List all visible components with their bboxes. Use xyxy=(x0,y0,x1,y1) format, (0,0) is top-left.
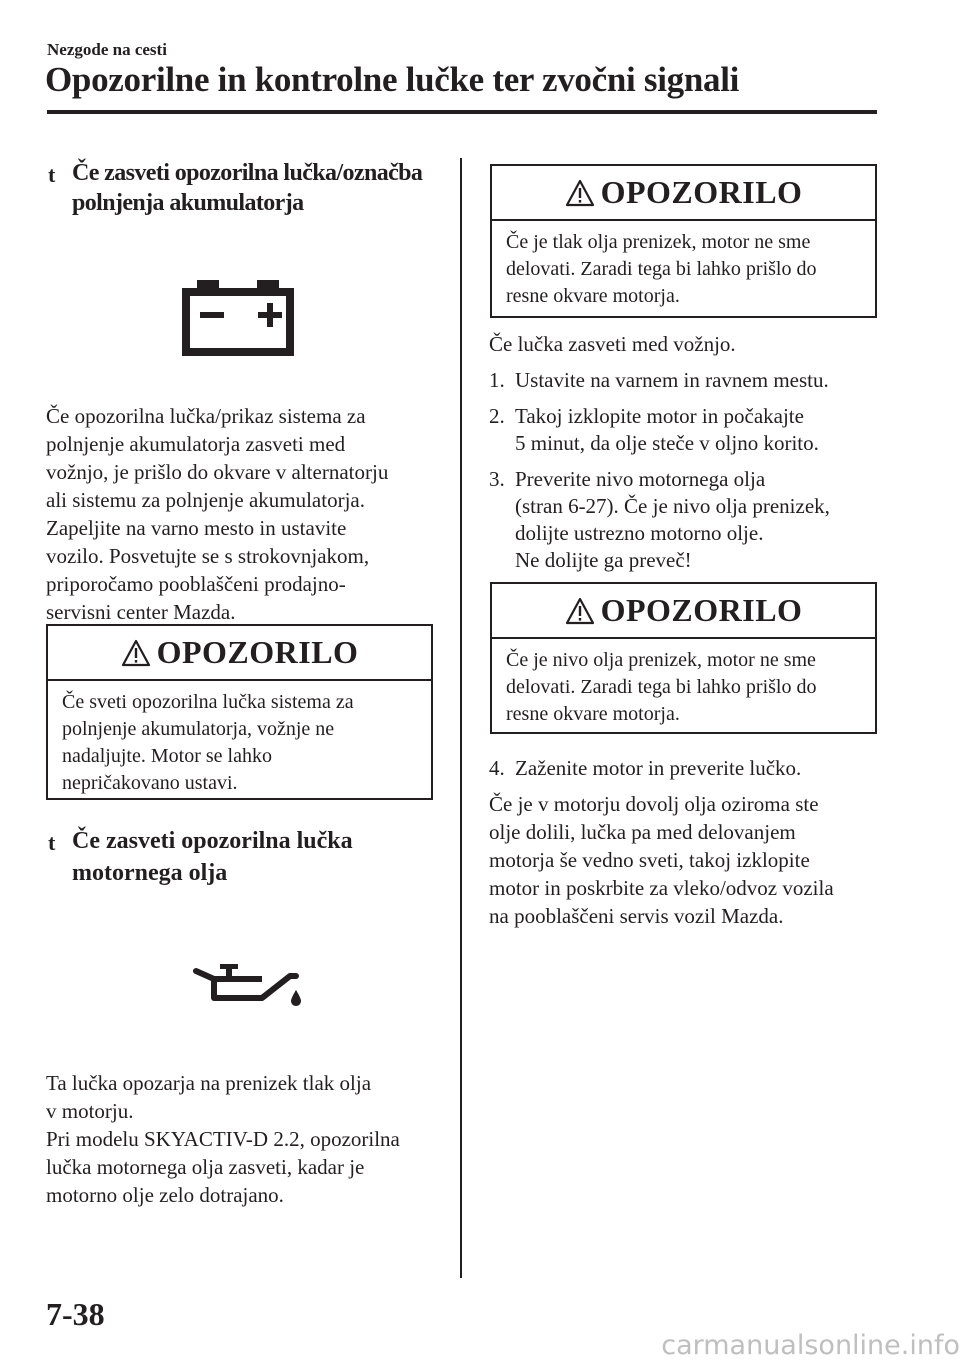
column-divider xyxy=(460,158,462,1278)
warning-header xyxy=(492,584,875,639)
warning-title: OPOZORILO xyxy=(600,174,803,210)
warning-text: Če sveti opozorilna lučka sistema za polnjenje akumulatorja, vožnje ne nadaljujte. Motor se lahko nepričakovano ustavi. xyxy=(62,691,354,794)
warning-box-oil-pressure xyxy=(490,164,877,318)
warning-triangle-icon xyxy=(565,179,595,207)
intro-text: Če lučka zasveti med vožnjo. xyxy=(489,332,736,356)
warning-triangle-icon xyxy=(565,597,595,625)
title-rule xyxy=(47,110,877,114)
watermark: carmanualsonline.info xyxy=(661,1330,960,1361)
bullet-marker: t xyxy=(48,830,56,855)
warning-text: Če je nivo olja prenizek, motor ne sme delovati. Zaradi tega bi lahko prišlo do resne okvare motorja. xyxy=(506,649,817,725)
page-number: 7-38 xyxy=(46,1296,105,1332)
warning-title: OPOZORILO xyxy=(156,634,359,670)
oil-can-icon xyxy=(192,962,306,1008)
list-item: 3. Preverite nivo motornega olja (stran 6-27). Če je nivo olja prenizek, dolijte ustrezno motorno olje. Ne dolijte ga preveč! xyxy=(489,467,830,572)
list-item: 4. Zaženite motor in preverite lučko. xyxy=(489,756,802,780)
bullet-marker: t xyxy=(48,162,56,187)
breadcrumb: Nezgode na cesti xyxy=(47,40,167,59)
warning-header xyxy=(48,626,431,681)
section-heading-battery: Če zasveti opozorilna lučka/označba polnjenja akumulatorja xyxy=(72,160,423,216)
warning-triangle-icon xyxy=(121,639,151,667)
warning-box-battery xyxy=(46,624,433,800)
section-heading-oil: Če zasveti opozorilna lučka motornega olja xyxy=(72,828,353,886)
oil-description: Ta lučka opozarja na prenizek tlak olja v motorju. Pri modelu SKYACTIV-D 2.2, opozorilna lučka motornega olja zasveti, kadar je motorno olje zelo dotrajano. xyxy=(46,1071,400,1207)
list-item: 1. Ustavite na varnem in ravnem mestu. xyxy=(489,368,829,392)
battery-icon xyxy=(182,280,294,356)
battery-description: Če opozorilna lučka/prikaz sistema za polnjenje akumulatorja zasveti med vožnjo, je prišlo do okvare v alternatorju ali sistemu za polnjenje akumulatorja. Zapeljite na varno mesto in ustavite vozilo. Posvetujte se s strokovnjakom, priporočamo pooblaščeni prodajno- servisni center Mazda. xyxy=(46,404,389,624)
closing-text: Če je v motorju dovolj olja oziroma ste olje dolili, lučka pa med delovanjem motorja še vedno sveti, takoj izklopite motor in poskrbite za vleko/odvoz vozila na pooblaščeni servis vozil Mazda. xyxy=(489,792,834,928)
warning-text: Če je tlak olja prenizek, motor ne sme delovati. Zaradi tega bi lahko prišlo do resne okvare motorja. xyxy=(506,231,817,307)
list-item: 2. Takoj izklopite motor in počakajte 5 minut, da olje steče v oljno korito. xyxy=(489,404,819,455)
page-title: Opozorilne in kontrolne lučke ter zvočni signali xyxy=(45,60,740,99)
warning-header xyxy=(492,166,875,221)
warning-box-oil-level xyxy=(490,582,877,734)
warning-title: OPOZORILO xyxy=(600,592,803,628)
